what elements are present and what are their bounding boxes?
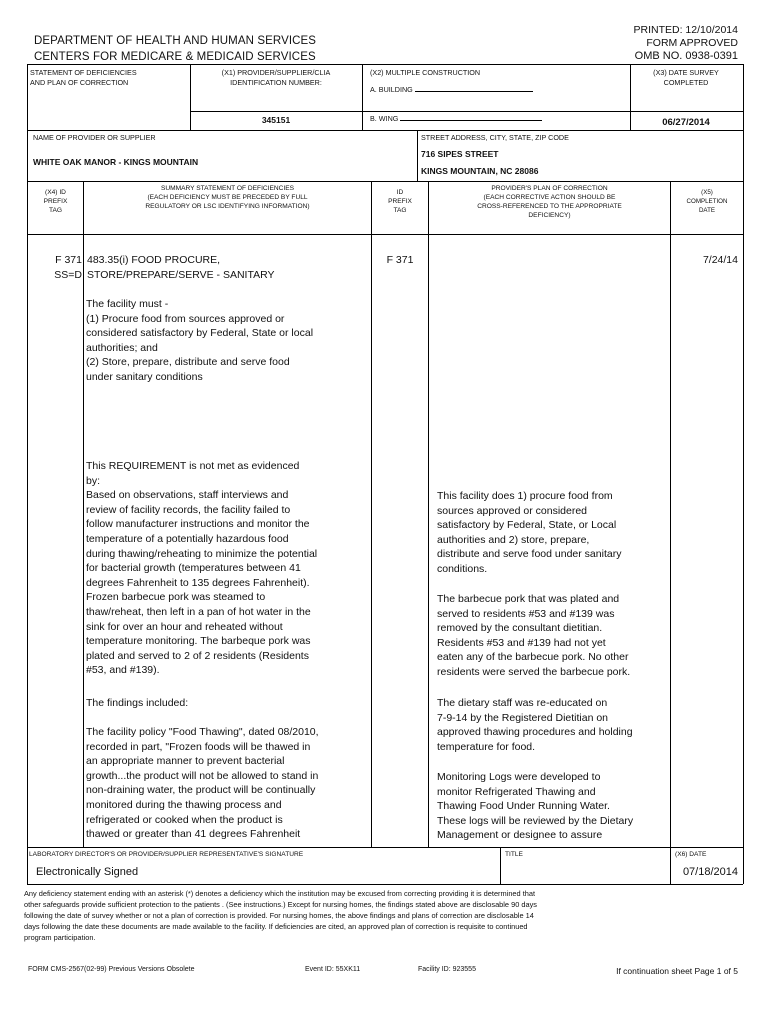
address-line-2: KINGS MOUNTAIN, NC 28086	[421, 166, 539, 176]
building-label-text: A. BUILDING	[370, 85, 413, 94]
signature-label: LABORATORY DIRECTOR'S OR PROVIDER/SUPPLIER REPRESENTATIVE'S SIGNATURE	[29, 851, 304, 858]
date-label: (X6) DATE	[675, 851, 707, 858]
col-header-x4: (X4) ID PREFIX TAG	[43, 189, 68, 214]
col-header-x5: (X5) COMPLETION DATE	[686, 189, 728, 214]
x2-label: (X2) MULTIPLE CONSTRUCTION	[370, 68, 481, 77]
signature-value: Electronically Signed	[36, 866, 139, 878]
entry-right-tag: F 371	[386, 254, 414, 266]
footer-form-id: FORM CMS-2567(02-99) Previous Versions Obsolete	[28, 966, 195, 973]
col-line-tag	[83, 181, 84, 847]
grid-line-signature	[27, 847, 743, 848]
omb-number: OMB NO. 0938-0391	[634, 50, 738, 62]
footer-event-id: Event ID: 55XK11	[305, 966, 361, 973]
col-line-id	[428, 181, 429, 847]
x1-label: (X1) PROVIDER/SUPPLIER/CLIA IDENTIFICATION NUMBER:	[221, 68, 331, 87]
grid-line-provider	[27, 130, 743, 131]
footer-page-number: If continuation sheet Page 1 of 5	[616, 966, 738, 976]
summary-paragraph-evidence: This REQUIREMENT is not met as evidenced by: Based on observations, staff interviews and review of facility records, the facility failed to follow manufacturer instructions and monitor the temperature of a potentially hazardous food during thawing/reheating to minimize the potential for bacterial growth (temperatures between 41 degrees Fahrenheit to 135 degrees Fahrenheit). Frozen barbecue pork was steamed to thaw/reheat, then left in a pan of hot water in the sink for over an hour and reheated without temperature monitoring. The barbeque pork was plated and served to 2 of 2 residents (Residents #53, and #139).	[86, 460, 318, 677]
grid-line-right	[743, 64, 744, 884]
statement-label: STATEMENT OF DEFICIENCIES AND PLAN OF CORRECTION	[30, 68, 137, 87]
grid-line-x1	[190, 111, 362, 112]
wing-label-text: B. WING	[370, 114, 399, 123]
footer-facility-id: Facility ID: 923555	[418, 966, 476, 973]
provider-name-label: NAME OF PROVIDER OR SUPPLIER	[33, 133, 156, 142]
grid-line-left	[27, 64, 28, 884]
plan-paragraph-2: The barbecue pork that was plated and served to residents #53 and #139 was removed by the consultant dietitian. Residents #53 and #139 had not yet eaten any of the barbecue pork. No other residents were served the barbecue pork.	[437, 593, 631, 678]
address-label: STREET ADDRESS, CITY, STATE, ZIP CODE	[421, 133, 569, 142]
grid-line-address-left	[417, 130, 418, 181]
plan-paragraph-1: This facility does 1) procure food from sources approved or considered satisfactory by Federal, State, or Local authorities and 2) store, prepare, distribute and serve food under sanitary conditions.	[437, 490, 622, 575]
col-line-plan	[670, 181, 671, 847]
col-line-summary	[371, 181, 372, 847]
sig-line-title-left	[500, 847, 501, 884]
col-header-plan: PROVIDER'S PLAN OF CORRECTION (EACH CORRECTIVE ACTION SHOULD BE CROSS-REFERENCED TO THE APPROPRIATE DEFICIENCY)	[477, 185, 622, 219]
x1-value: 345151	[261, 115, 291, 125]
grid-line-bottom	[27, 884, 743, 885]
entry-scope: SS=D	[54, 269, 82, 281]
department-line-1: DEPARTMENT OF HEALTH AND HUMAN SERVICES	[34, 35, 317, 47]
grid-line-columns	[27, 181, 743, 182]
department-line-2: CENTERS FOR MEDICARE & MEDICAID SERVICES	[34, 51, 316, 63]
grid-line-x1-left	[190, 64, 191, 130]
disclaimer-text: Any deficiency statement ending with an asterisk (*) denotes a deficiency which the institution may be excused from correcting providing it is determined that other safeguards provide sufficient protection to the patients . (See instructions.) Except for nursing homes, the findings stated above are disclosable 90 days following the date of survey whether or not a plan of correction is provided. For nursing homes, the above findings and plans of correction are disclosable 14 days following the date these documents are made available to the facility. If deficiencies are cited, an approved plan of correction is requisite to continued program participation.	[24, 889, 537, 942]
title-label: TITLE	[505, 851, 523, 858]
summary-paragraph-policy: The facility policy "Food Thawing", dated 08/2010, recorded in part, "Frozen foods will be thawed in an appropriate manner to prevent bacterial growth...the product will not be allowed to stand in non-draining water, the product will be continually monitored during the thawing process and refrigerated or cooked when the product is thawed or greater than 41 degrees Fahrenheit	[86, 726, 319, 841]
grid-line-x3-left	[630, 64, 631, 130]
sig-line-date-left	[670, 847, 671, 884]
grid-line-wing	[362, 111, 743, 112]
entry-tag: F 371	[55, 254, 82, 266]
x3-value: 06/27/2014	[662, 117, 710, 128]
entry-title: 483.35(i) FOOD PROCURE, STORE/PREPARE/SERVE - SANITARY	[87, 254, 275, 281]
building-line	[415, 91, 533, 92]
col-header-summary: SUMMARY STATEMENT OF DEFICIENCIES (EACH DEFICIENCY MUST BE PRECEDED BY FULL REGULATORY OR LSC IDENTIFYING INFORMATION)	[145, 185, 310, 210]
x3-label: (X3) DATE SURVEY COMPLETED	[653, 68, 719, 87]
address-line-1: 716 SIPES STREET	[421, 149, 499, 159]
grid-line-body	[27, 234, 743, 235]
wing-line	[400, 120, 542, 121]
signature-date: 07/18/2014	[682, 866, 738, 878]
grid-line-x2-left	[362, 64, 363, 130]
printed-date: PRINTED: 12/10/2014	[633, 24, 738, 36]
form-approved: FORM APPROVED	[646, 37, 738, 49]
grid-line-top	[27, 64, 743, 65]
plan-paragraph-3: The dietary staff was re-educated on 7-9-14 by the Registered Dietitian on approved thawing procedures and holding temperature for food.	[437, 697, 633, 753]
wing-label	[370, 114, 542, 124]
summary-paragraph-findings: The findings included:	[86, 697, 189, 709]
summary-paragraph-requirement: The facility must - (1) Procure food from sources approved or considered satisfactory by Federal, State or local authorities; and (2) Store, prepare, distribute and serve food under sanitary conditions	[86, 298, 314, 383]
building-label	[370, 85, 533, 95]
plan-paragraph-4: Monitoring Logs were developed to monitor Refrigerated Thawing and Thawing Food Under Running Water. These logs will be reviewed by the Dietary Management or designee to assure	[437, 771, 634, 842]
entry-completion-date: 7/24/14	[702, 254, 738, 266]
col-header-id-prefix: ID PREFIX TAG	[388, 189, 412, 214]
provider-name: WHITE OAK MANOR - KINGS MOUNTAIN	[33, 157, 199, 167]
